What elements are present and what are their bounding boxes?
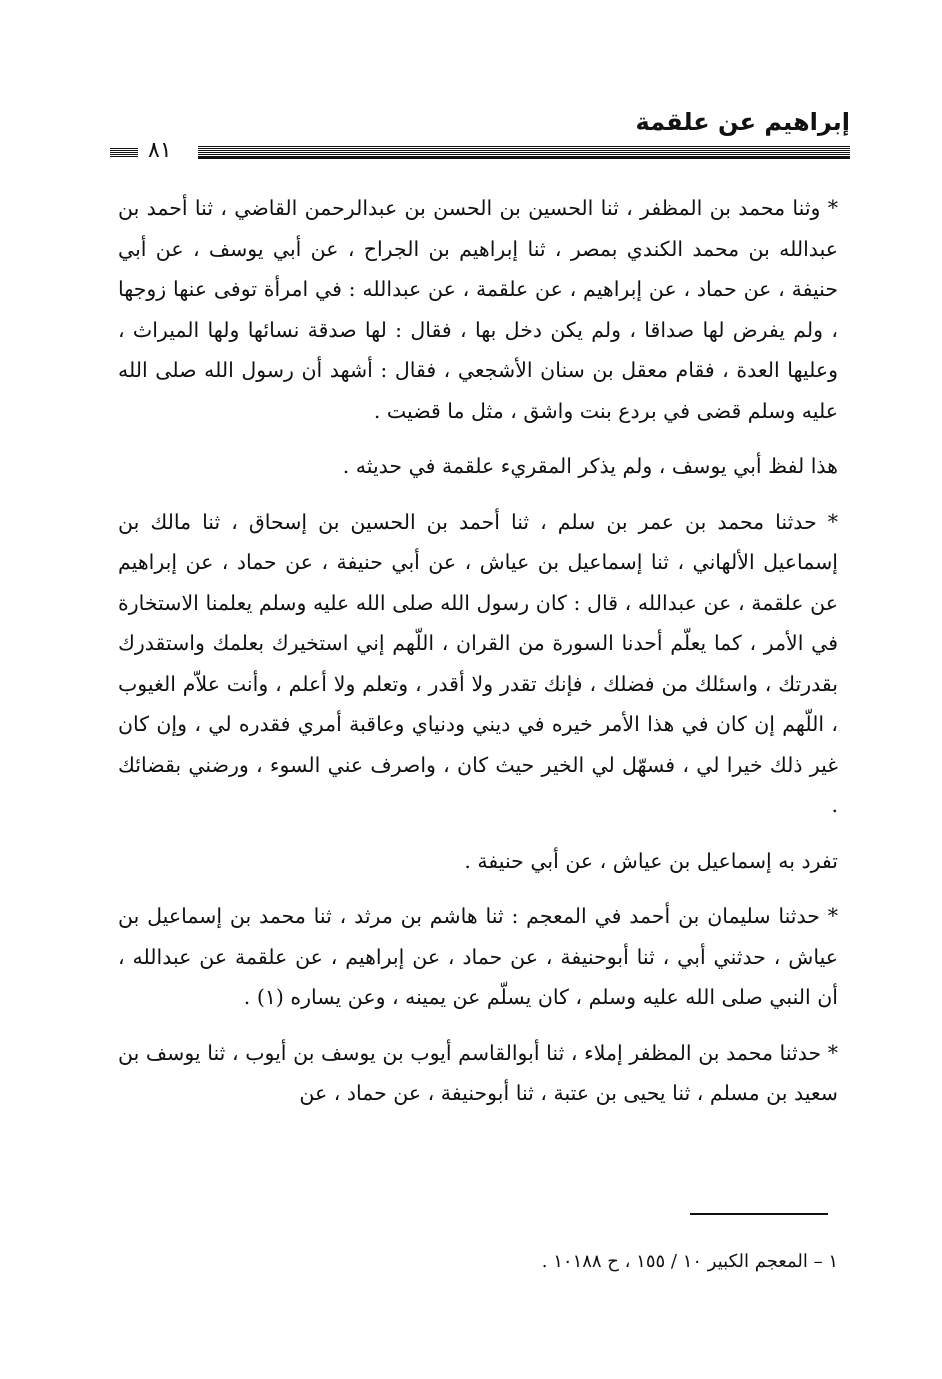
header-rule-bold (198, 156, 850, 159)
paragraph: * حدثنا سليمان بن أحمد في المعجم : ثنا هاشم بن مرثد ، ثنا محمد بن إسماعيل بن عياش ، حدثني أبي ، ثنا أبوحنيفة ، عن حماد ، عن إبراهيم ، عن علقمة عن عبدالله ، أن النبي صلى الله عليه وسلم ، كان يسلّم عن يمينه ، وعن يساره (١) . (118, 904, 838, 1009)
page-header (110, 108, 850, 168)
header-rule (198, 146, 850, 155)
footnote-separator (690, 1213, 828, 1215)
main-text (118, 188, 838, 1114)
header-ornament (110, 148, 138, 157)
paragraph: * وثنا محمد بن المظفر ، ثنا الحسين بن الحسن بن عبدالرحمن القاضي ، ثنا أحمد بن عبدالله بن محمد الكندي بمصر ، ثنا إبراهيم بن الجراح ، عن أبي يوسف ، عن أبي حنيفة ، عن حماد ، عن إبراهيم ، عن علقمة ، عن عبدالله : في امرأة توفى عنها زوجها ، ولم يفرض لها صداقا ، ولم يكن دخل بها ، فقال : لها صدقة نسائها ولها الميراث ، وعليها العدة ، فقام معقل بن سنان الأشجعي ، فقال : أشهد أن رسول الله صلى الله عليه وسلم قضى في بردع بنت واشق ، مثل ما قضيت . (118, 196, 838, 423)
paragraph: تفرد به إسماعيل بن عياش ، عن أبي حنيفة . (464, 848, 838, 873)
running-title: إبراهيم عن علقمة (635, 108, 850, 136)
paragraph: هذا لفظ أبي يوسف ، ولم يذكر المقريء علقمة في حديثه . (342, 454, 838, 478)
paragraph: * حدثنا محمد بن المظفر إملاء ، ثنا أبوالقاسم أيوب بن يوسف بن أيوب ، ثنا يوسف بن سعيد بن مسلم ، ثنا يحيى بن عتبة ، ثنا أبوحنيفة ، عن حماد ، عن (118, 1040, 838, 1105)
paragraph: * حدثنا محمد بن عمر بن سلم ، ثنا أحمد بن الحسين بن إسحاق ، ثنا مالك بن إسماعيل الألهاني ، ثنا إسماعيل بن عياش ، عن أبي حنيفة ، عن حماد ، عن إبراهيم عن علقمة ، عن عبدالله ، قال : كان رسول الله صلى الله عليه وسلم يعلمنا الاستخارة في الأمر ، كما يعلّم أحدنا السورة من القران ، اللّهم إني استخيرك بعلمك واستقدرك بقدرتك ، واسئلك من فضلك ، فإنك تقدر ولا أقدر ، وتعلم ولا أعلم ، وأنت علاّم الغيوب ، اللّهم إن كان في هذا الأمر خيره في ديني ودنياي وعاقبة أمري فقدره لي ، وإن كان غير ذلك خيرا لي ، فسهّل لي الخير حيث كان ، واصرف عني السوء ، ورضني بقضائك . (118, 509, 838, 817)
footnote: ١ – المعجم الكبير ١٠ / ١٥٥ ، ح ١٠١٨٨ . (541, 1251, 838, 1272)
page-number: ٨١ (148, 138, 172, 163)
